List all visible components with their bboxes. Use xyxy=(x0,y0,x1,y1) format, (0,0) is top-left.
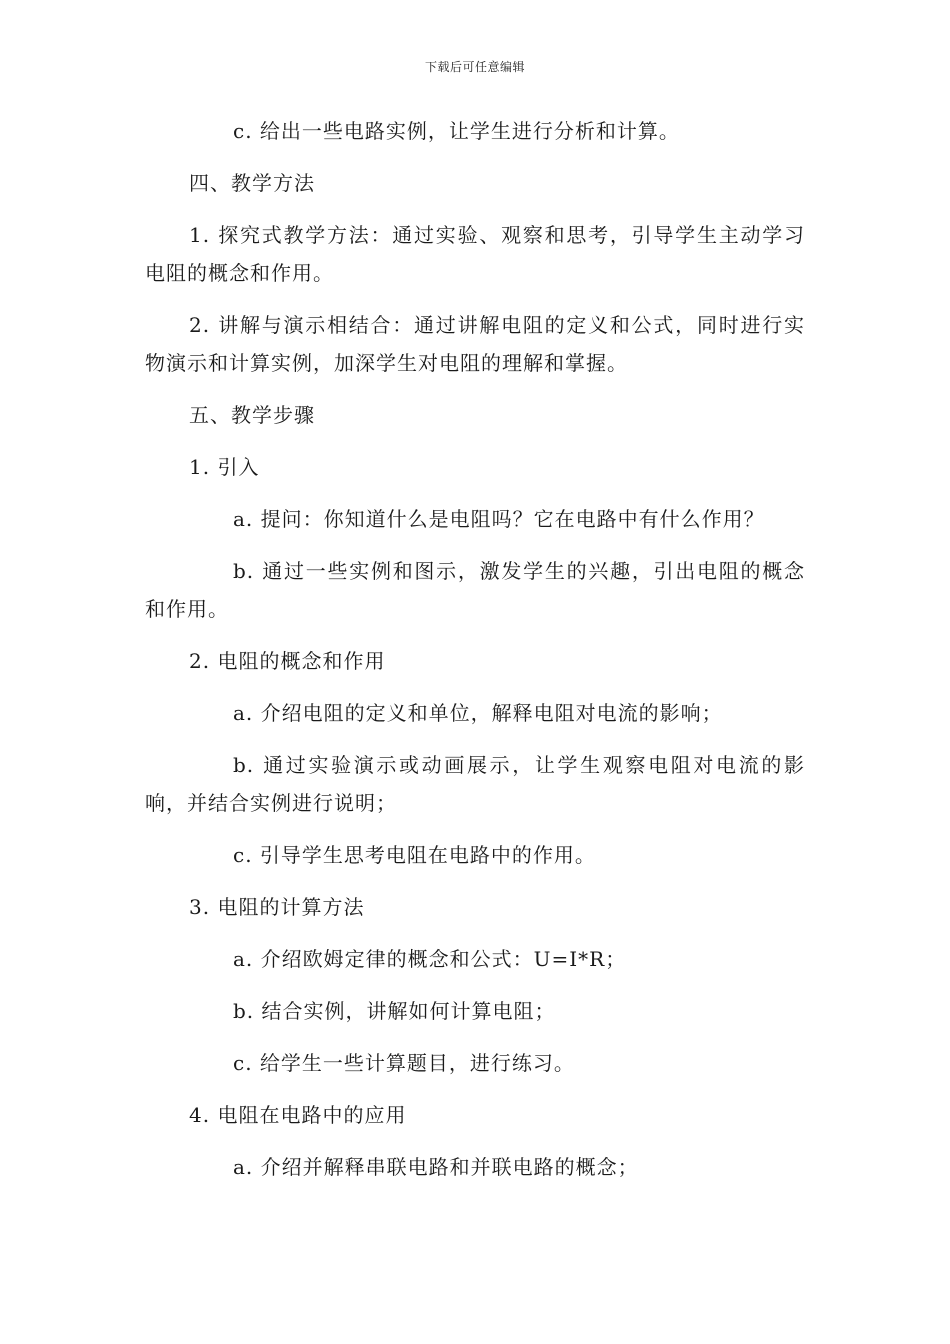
document-body xyxy=(145,112,805,1186)
step-2-item-b: b. 通过实验演示或动画展示，让学生观察电阻对电流的影响，并结合实例进行说明； xyxy=(145,753,805,815)
step-1-item-b: b. 通过一些实例和图示，激发学生的兴趣，引出电阻的概念和作用。 xyxy=(145,559,805,621)
step-3-item-c: c. 给学生一些计算题目，进行练习。 xyxy=(233,1051,575,1075)
paragraph-method-1: 1. 探究式教学方法：通过实验、观察和思考，引导学生主动学习电阻的概念和作用。 xyxy=(145,223,805,285)
section-heading-steps: 五、教学步骤 xyxy=(189,403,315,427)
step-3-item-b: b. 结合实例，讲解如何计算电阻； xyxy=(233,999,556,1023)
step-1-item-a: a. 提问：你知道什么是电阻吗？它在电路中有什么作用？ xyxy=(233,507,765,531)
section-heading-methods: 四、教学方法 xyxy=(189,171,315,195)
step-2-item-a: a. 介绍电阻的定义和单位，解释电阻对电流的影响； xyxy=(233,701,723,725)
step-heading-1: 1. 引入 xyxy=(189,455,260,479)
step-4-item-a: a. 介绍并解释串联电路和并联电路的概念； xyxy=(233,1155,639,1179)
header-note: 下载后可任意编辑 xyxy=(424,60,525,74)
step-2-item-c: c. 引导学生思考电阻在电路中的作用。 xyxy=(233,843,596,867)
step-heading-2: 2. 电阻的概念和作用 xyxy=(189,649,386,673)
paragraph-item-c-examples: c. 给出一些电路实例，让学生进行分析和计算。 xyxy=(233,119,680,143)
step-heading-3: 3. 电阻的计算方法 xyxy=(189,895,365,919)
step-3-item-a: a. 介绍欧姆定律的概念和公式：U=I*R； xyxy=(233,947,627,971)
paragraph-method-2: 2. 讲解与演示相结合：通过讲解电阻的定义和公式，同时进行实物演示和计算实例，加深学生对电阻的理解和掌握。 xyxy=(145,313,805,375)
step-heading-4: 4. 电阻在电路中的应用 xyxy=(189,1103,407,1127)
